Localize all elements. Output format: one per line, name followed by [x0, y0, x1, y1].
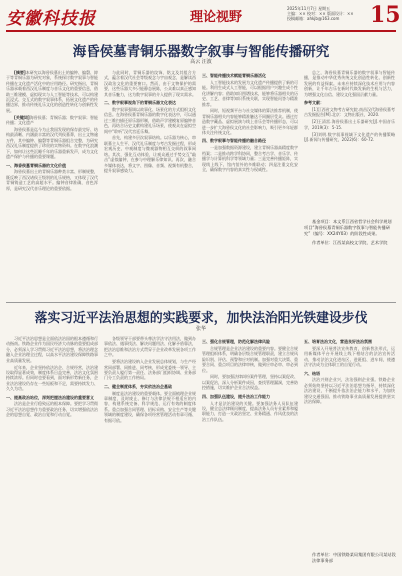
page-number: 15: [370, 2, 401, 28]
body-paragraph: [202, 401, 298, 423]
paragraph-text: 近年来，企业坚持依法治企、合规经营，法治建设取得显著成效，制度体系日益完善，法治文化氛围持续浓厚。但同时也要看到，面对新形势新任务，企业法治建设仍存在一些短板和不足，需要持续发力、久久为功。: [6, 364, 98, 392]
body-paragraph: [104, 70, 196, 97]
body-paragraph: [6, 401, 98, 417]
paragraph-text: 一是加强数据资源建设，建立青铜乐器高精度数字档案；二是推动跨学科协同，整合考古学、音乐学、传播学与计算机科学等领域力量；三是完善传播矩阵，实现线上线下、馆内馆外的多维联动；四是注重文化安全，确保数字内容的真实性与权威性。: [202, 145, 298, 172]
body-paragraph: [104, 135, 196, 173]
article2-author: 张华: [195, 326, 206, 332]
body-paragraph: [304, 346, 395, 368]
paragraph-text: 与此同时，青铜乐器的纹饰、铭文及其组合方式，蕴含着汉代社会等级观念与宇宙观念，是解读西汉政治文化的重要窗口。然而，由于文物保护的需要，这些乐器大多只能静态展陈，公众难以真正感知其音乐魅力，这为数字叙事的介入提供了现实需求。: [104, 70, 196, 97]
article2-title: 落实习近平法治思想的实践要求，加快法治阳光铁建设步伐: [34, 311, 368, 326]
section-title: 理论视野: [190, 10, 243, 25]
paragraph-text: 要深入开展普法宣传教育，创新普法形式，运用新媒体平台开展线上线下相结合的法治宣传活动，推动法治文化进站区、进班组、进车间，使遵法守法成为全体职工的自觉行动。: [304, 345, 395, 368]
issue-meta: [287, 6, 367, 21]
section-heading: 一、海昏侯墓青铜乐器的文化价值: [6, 162, 66, 168]
paragraph-text: 人工智能技术的发展为文化遗产传播提供了新的可能。利用生成式人工智能，可以根据用户兴趣生成个性化讲解内容；借助知识图谱技术，能够将乐器相关的历史、工艺、音律等知识系统关联，实现智能问答与精准推荐。: [202, 79, 298, 107]
body-paragraph: [6, 127, 98, 159]
paragraph-text: 总之，海昏侯墓青铜乐器的数字叙事与智能传播，是推动中华优秀传统文化创造性转化、创新性发展的有益探索。未来应持续深化技术应用与内容创新，让千年古乐在新时代焕发新的生机与活力，为增强文化自信、建设文化强国贡献力量。: [304, 70, 395, 97]
paragraph-text: 法治兴则企业兴，法治强则企业强。铁路企业必须始终坚持以习近平法治思想为指导，持续深化法治建设，不断提升依法治企能力和水平，为加快建设交通强国、推动铁路事业高质量发展提供坚实法治保障。: [304, 377, 395, 405]
article1-column-2: [104, 70, 196, 298]
article1-column-1: [6, 70, 98, 298]
paragraph-label: [关键词]: [14, 114, 30, 120]
article2-footnote: 作者单位：中国铁路某局集团有限公司某站段法律事务部: [312, 552, 396, 563]
article2-column-1: [6, 336, 98, 572]
paragraph-text: [1]江西省文物考古研究院.南昌汉代海昏侯墓考古发掘报告[M].北京：文物出版社，2020.: [304, 106, 395, 118]
paragraph-label: [摘要]: [14, 70, 26, 75]
article2-column-4: [304, 336, 395, 548]
body-paragraph: [6, 336, 98, 363]
section-heading: 三、智能传播技术赋能青铜乐器活化: [202, 73, 266, 78]
body-paragraph: [104, 336, 196, 358]
article2-column-3: [202, 336, 298, 572]
section-heading: 三、强化合规管理，防范化解法律风险: [202, 339, 270, 344]
paragraph-text: 海昏侯墓；青铜乐器；数字叙事；智能传播；文化遗产: [6, 114, 98, 126]
body-paragraph: [202, 145, 298, 172]
article1-column-3: [202, 70, 298, 298]
paragraph-text: 数字叙事强调以故事化、场景化的方式组织文化信息。在海昏侯墓青铜乐器的数字化表达中，可以通过三维扫描还原乐器形制，借助声学建模复原编钟音色，再结合历史文献构建礼乐场景，使观众在虚拟空间中“聆听”汉代宫廷乐舞。: [104, 106, 196, 134]
paragraph-text: 制度是法治建设的重要载体。要全面梳理企业规章制度，及时废止、修订与法律法规不相适应的内容，构建系统完备、科学规范、运行有效的制度体系。重点加强合同管理、招标采购、安全生产等关键领域的制度建设，确保各项经营管理活动有章可循、有据可依。: [104, 390, 196, 423]
body-paragraph: [202, 108, 298, 135]
body-paragraph: [104, 359, 196, 381]
paragraph-text: 要将法治建设纳入企业发展总体规划，与生产经营同部署、同推进、同考核，形成党委统一领导、主要负责人履行第一责任、法务部门组织协调、业务部门分工负责的工作格局。: [104, 359, 196, 381]
masthead: [0, 0, 402, 32]
paragraph-text: 海昏侯墓是迄今为止我国发现的保存最完好、结构最清晰、内涵最丰富的汉代列侯墓葬，出土文物逾万件，其中编钟、编磬等青铜乐器组合完整，为研究西汉礼乐制度提供了珍贵的实物资料。在数字化浪潮下，如何让这些沉睡千年的乐器重新发声，成为文化遗产保护与传播的重要课题。: [6, 127, 98, 160]
paragraph-text: 法治是企业行稳致远的根本保障。要把学习贯彻习近平法治思想作为重要政治任务，切实增强依法治企的思想自觉、政治自觉和行动自觉。: [6, 401, 98, 418]
section-heading: 参考文献：: [304, 100, 324, 106]
paragraph-text: 合规管理是企业法治建设的重要内容。要健全合规管理组织体系，明确各层级合规管理职责，建立合规风险识别、评估、预警和应对机制。加强对重大决策、重要合同、重点项目的法律审核，做到应审必审、审必到位。: [202, 345, 298, 373]
body-paragraph: [304, 132, 395, 143]
section-heading: 一、提高政治站位，深刻把握法治建设的重要意义: [6, 394, 94, 400]
paragraph-text: 本研究以海昏侯墓出土的编钟、编磬、錞于等青铜乐器为研究对象，系统探讨数字叙事与智能传播在文化遗产活化中的应用路径。研究指出，青铜乐器承载着西汉礼乐制度与音乐文化的重要信息，借助三维建模、虚拟现实与人工智能等技术，可以构建沉浸式、交互式的数字叙事体系，拓展文化遗产的传播边界，推动传统礼乐文化的创造性转化与创新性发展。: [6, 70, 98, 113]
paragraph-text: 同时，短视频平台与社交媒体的算法推荐机制，使青铜乐器相关内容能够精准触达不同圈层受众。通过打造数字藏品、虚拟展演与线上音乐会等传播形态，可以进一步扩大海昏侯文化的社会影响力，吸引更多年轻群体关注传统文化。: [202, 108, 298, 136]
section-heading: 四、加强队伍建设，提升法治工作能力: [202, 393, 270, 399]
email-line: 投稿邮箱：ahkjb@163.com: [287, 16, 340, 21]
body-paragraph: [304, 377, 395, 404]
paragraph-text: [2]王清雷.海昏侯墓出土乐器研究[J].中国音乐学，2019(3)：5-15.: [304, 119, 395, 130]
article1-title: 海昏侯墓青铜乐器数字叙事与智能传播研究: [72, 44, 330, 60]
body-paragraph: [104, 107, 196, 134]
body-paragraph: [304, 70, 395, 97]
newspaper-logo: 安徽科技报: [6, 9, 96, 29]
article1-author: 高云 汪波: [190, 59, 212, 65]
section-heading: 四、数字叙事与智能传播的融合路径: [202, 138, 266, 144]
article-divider: [6, 302, 396, 303]
article1-column-4: [304, 70, 395, 215]
funding-note: 基金项目：本文系江西省哲学社会科学规划项目“海昏侯墓青铜乐器数字叙事与智能传播研究”（编号：XX24Y03）的阶段性成果。: [304, 219, 392, 236]
paragraph-text: 习近平法治思想是全面依法治国的根本遵循和行动指南。铁路企业作为国民经济大动脉的重要组成部分，必须深入学习贯彻习近平法治思想，将法治理念融入企业治理全过程，以高水平法治建设保障铁路事业高质量发展。: [6, 336, 98, 363]
article2-column-2: [104, 336, 196, 572]
paragraph-text: [3]刘明.数字叙事视域下文化遗产的传播策略[J].新闻与传播研究，2022(6)：60-72.: [304, 131, 395, 142]
section-heading: 六、结语: [304, 370, 320, 376]
paragraph-text: 首先，构建多层次叙事结构。以乐器为核心，串联墓主人生平、汉代礼乐制度与考古发掘过程，形成宏观历史、中观制度与微观器物相互交织的叙事网络。其次，强化互动体验，让观众通过手势交互“敲击”虚拟编钟，在参与中理解乐律知识。再次，融合多媒体表达，将文字、图像、音频、视频有机整合，提升叙事感染力。: [104, 135, 196, 173]
body-paragraph: [202, 374, 298, 390]
author-affiliation: 作者单位：江西某高校文学院、艺术学院: [312, 240, 388, 245]
date-line: 2025年11月7日 星期五: [287, 6, 331, 11]
section-heading: 二、数字叙事视角下的青铜乐器文化表达: [104, 100, 176, 106]
paragraph-text: 各级领导干部要带头尊法学法守法用法，做到办事依法、遇事找法、解决问题用法、化解矛盾靠法，把法治思维和法治方式贯穿于企业改革发展各项工作之中。: [104, 336, 196, 358]
body-paragraph: [304, 107, 395, 118]
section-heading: 五、培育法治文化，营造良好法治氛围: [304, 339, 372, 344]
body-paragraph: [6, 365, 98, 392]
article1-info-box: [304, 219, 395, 291]
body-paragraph: [6, 70, 98, 113]
masthead-divider: [6, 30, 396, 32]
body-paragraph: [202, 346, 298, 373]
paragraph-text: 海昏侯墓出土的青铜乐器种类丰富、形制规整，既反映了西汉诸侯王级别的礼乐规格，又体现了汉代青铜铸造工艺的高超水平。编钟音律准确，音色浑厚，是研究汉代音乐理论的重要依据。: [6, 169, 98, 191]
body-paragraph: [6, 169, 98, 191]
body-paragraph: [6, 115, 98, 126]
body-paragraph: [304, 119, 395, 130]
body-paragraph: [104, 391, 196, 423]
editor-line: 主编：×× 校对：×× 版面设计：××: [287, 11, 354, 16]
body-paragraph: [202, 80, 298, 107]
paragraph-text: 同时，要加强法律纠纷案件管理，坚持以案促改、以案促治，深入分析案件成因，查找管理漏洞，完善防控措施，切实维护企业合法权益。: [202, 374, 298, 391]
section-heading: 二、健全制度体系，夯实依法治企基础: [104, 383, 172, 389]
paragraph-text: 人才是法治建设的关键。要加强法务人员队伍建设，健全总法律顾问制度，提高法务人员专业素养和履职能力，打造一支政治坚定、业务精通、作风优良的法治工作队伍。: [202, 400, 298, 422]
